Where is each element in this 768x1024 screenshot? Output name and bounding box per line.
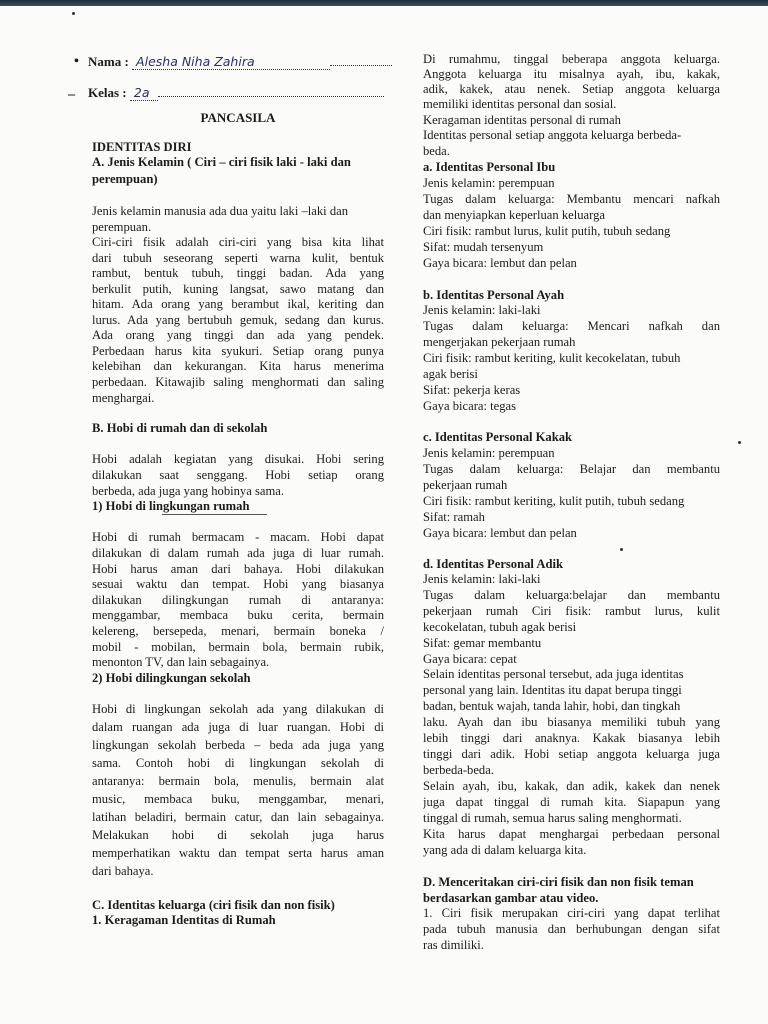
left-text-line: Hobi adalah kegiatan yang disukai. Hobi sering <box>92 452 384 466</box>
left-text-line: dilakukan saat senggang. Hobi setiap orang <box>92 468 384 482</box>
right-text-line: mengerjakan pekerjaan rumah <box>423 335 576 349</box>
left-column <box>92 0 384 1024</box>
left-text-line: memperhatikan waktu dan tempat serta harus aman <box>92 846 384 860</box>
left-text-line: kelereng, bersepeda, menari, bermain boneka / <box>92 624 384 638</box>
left-text-line: dari bahaya. <box>92 864 154 878</box>
page-title: PANCASILA <box>200 110 276 125</box>
left-text-line: perempuan. <box>92 220 152 234</box>
right-text-line: Sifat: gemar membantu <box>423 636 542 650</box>
right-text-line: Gaya bicara: cepat <box>423 652 517 666</box>
left-text-line: Ciri-ciri fisik adalah ciri-ciri yang bisa kita lihat <box>92 235 384 249</box>
kelas-label: Kelas : <box>88 85 127 100</box>
right-text-line: agak berisi <box>423 367 478 381</box>
right-text-line: pekerjaan rumah Ciri fisik: rambut lurus, kulit <box>423 604 720 618</box>
right-text-line: pekerjaan rumah <box>423 478 508 492</box>
right-text-line: Anggota keluarga itu misalnya ayah, ibu, kakak, <box>423 67 720 81</box>
right-text-line: adik, kakek, atau nenek. Setiap anggota keluarga <box>423 82 720 96</box>
right-text-line: Gaya bicara: lembut dan pelan <box>423 526 577 540</box>
left-text-line: sama. Contoh hobi di lingkungan sekolah di <box>92 756 384 770</box>
right-text-line: personal yang lain. Identitas itu dapat berupa tinggi <box>423 683 682 697</box>
right-text-line: Selain ayah, ibu, kakak, dan adik, kakek dan nenek <box>423 779 720 793</box>
left-text-line: Perbedaan harus kita syukuri. Setiap orang punya <box>92 344 384 358</box>
right-text-line: Identitas personal setiap anggota keluarga berbeda- <box>423 128 682 142</box>
name-value: Alesha Niha Zahira <box>132 54 330 70</box>
left-text-line: rambut, bentuk tubuh, tinggi badan. Ada yang <box>92 266 384 280</box>
right-text-line: Ciri fisik: rambut lurus, kulit putih, tubuh sedang <box>423 224 671 238</box>
left-text-line: lingkungan sekolah berbeda – beda ada juga yang <box>92 738 384 752</box>
right-text-line: a. Identitas Personal Ibu <box>423 160 556 174</box>
left-text-line: Hobi harus aman dari bahaya. Hobi dilakukan <box>92 562 384 576</box>
left-text-line: lurus. Ada yang bertubuh gemuk, sedang dan kurus. <box>92 313 384 327</box>
right-text-line: Tugas dalam keluarga:belajar dan membantu <box>423 588 720 602</box>
left-text-line: C. Identitas keluarga (ciri fisik dan non fisik) <box>92 898 335 912</box>
right-text-line: beda. <box>423 144 450 158</box>
scan-speck <box>738 441 741 444</box>
right-text-line: Keragaman identitas personal di rumah <box>423 113 621 127</box>
left-text-line: perbedaan. Kitawajib saling menghormati dan saling <box>92 375 384 389</box>
left-text-line: dari tubuh seseorang seperti warna kulit, bentuk <box>92 251 384 265</box>
left-text-line: music, membaca buku, menggambar, menari, <box>92 792 384 806</box>
left-text-line: Ada orang yang tinggi dan ada yang pendek. <box>92 328 384 342</box>
right-text-line: Jenis kelamin: laki-laki <box>423 303 541 317</box>
scan-speck <box>72 12 75 15</box>
right-text-line: Sifat: pekerja keras <box>423 383 521 397</box>
margin-bullet: • <box>74 54 79 69</box>
right-text-line: c. Identitas Personal Kakak <box>423 430 573 444</box>
left-text-line: Hobi di lingkungan sekolah ada yang dilakukan di <box>92 702 384 716</box>
right-text-line: Kita harus dapat menghargai perbedaan personal <box>423 827 720 841</box>
left-text-line: IDENTITAS DIRI <box>92 140 192 154</box>
right-text-line: b. Identitas Personal Ayah <box>423 288 565 302</box>
left-text-line: Jenis kelamin manusia ada dua yaitu laki –laki dan <box>92 204 349 218</box>
right-text-line: D. Menceritakan ciri-ciri fisik dan non fisik teman <box>423 875 694 889</box>
right-text-line: Gaya bicara: lembut dan pelan <box>423 256 577 270</box>
left-text-line: menggambar, membaca buku cerita, bermain <box>92 608 384 622</box>
right-text-line: Di rumahmu, tinggal beberapa anggota keluarga. <box>423 52 720 66</box>
left-text-line: hitam. Ada orang yang berambut ikal, keriting dan <box>92 297 384 311</box>
left-text-line: A. Jenis Kelamin ( Ciri – ciri fisik laki - laki dan <box>92 155 351 169</box>
right-text-line: Ciri fisik: rambut keriting, kulit kecokelatan, tubuh <box>423 351 681 365</box>
kelas-value: 2a <box>130 85 158 101</box>
left-text-line: dalam ruangan ada juga di luar ruangan. Hobi di <box>92 720 384 734</box>
right-text-line: Jenis kelamin: perempuan <box>423 176 555 190</box>
left-text-line: B. Hobi di rumah dan di sekolah <box>92 421 268 435</box>
right-text-line: kecokelatan, tubuh agak berisi <box>423 620 577 634</box>
right-text-line: Selain identitas personal tersebut, ada juga identitas <box>423 667 684 681</box>
right-text-line: berdasarkan gambar atau video. <box>423 891 599 905</box>
right-text-line: 1. Ciri fisik merupakan ciri-ciri yang dapat terlihat <box>423 906 720 920</box>
left-text-line: mobil - mobilan, bermain bola, bermain rubik, <box>92 640 384 654</box>
right-text-line: pada tubuh manusia dan berhubungan dengan sifat <box>423 922 720 936</box>
right-column <box>423 0 720 1024</box>
right-text-line: berbeda-beda. <box>423 763 494 777</box>
right-text-line: Tugas dalam keluarga: Belajar dan membantu <box>423 462 720 476</box>
right-text-line: yang ada di dalam keluarga kita. <box>423 843 587 857</box>
left-text-line: sesuai waktu dan tempat. Hobi yang biasanya <box>92 577 384 591</box>
underline-mark <box>162 514 267 515</box>
left-text-line: Hobi di rumah bermacam - macam. Hobi dapat <box>92 530 384 544</box>
left-text-line: dilakukan dilingkungan rumah di antaranya: <box>92 593 384 607</box>
right-text-line: tinggi dari adik. Hobi setiap anggota keluarga juga <box>423 747 720 761</box>
right-text-line: Ciri fisik: rambut keriting, kulit putih, tubuh sedang <box>423 494 685 508</box>
left-text-line: dilakukan di dalam rumah ada juga di luar rumah. <box>92 546 384 560</box>
left-text-line: 1) Hobi di lingkungan rumah <box>92 499 250 513</box>
right-text-line: ras dimiliki. <box>423 938 484 952</box>
left-text-line: kelebihan dan kekurangan. Kita harus menerima <box>92 359 384 373</box>
right-text-line: laku. Ayah dan ibu biasanya memiliki tubuh yang <box>423 715 720 729</box>
right-text-line: Tugas dalam keluarga: Membantu mencari nafkah <box>423 192 720 206</box>
right-text-line: dan menyiapkan keperluan keluarga <box>423 208 605 222</box>
right-text-line: badan, bentuk wajah, tanda lahir, hobi, dan tingkah <box>423 699 681 713</box>
right-text-line: memiliki identitas personal dan sosial. <box>423 97 617 111</box>
right-text-line: Jenis kelamin: laki-laki <box>423 572 541 586</box>
right-text-line: lebih tinggi dari anaknya. Kakak biasanya lebih <box>423 731 720 745</box>
left-text-line: menghargai. <box>92 391 155 405</box>
left-text-line: latihan beladiri, bermain catur, dan lain sebagainya. <box>92 810 384 824</box>
name-label: Nama : <box>88 54 129 69</box>
right-text-line: Sifat: ramah <box>423 510 485 524</box>
right-text-line: Tugas dalam keluarga: Mencari nafkah dan <box>423 319 720 333</box>
right-text-line: juga dapat tinggal di rumah kita. Siapapun yang <box>423 795 720 809</box>
left-text-line: antaranya: bermain bola, menulis, bermain alat <box>92 774 384 788</box>
margin-dash: – <box>68 87 75 102</box>
left-text-line: perempuan) <box>92 172 158 186</box>
left-text-line: berkulit putih, kuning langsat, sawo matang dan <box>92 282 384 296</box>
left-text-line: menonton TV, dan lain sebagainya. <box>92 655 270 669</box>
right-text-line: Jenis kelamin: perempuan <box>423 446 555 460</box>
left-text-line: berbeda, ada juga yang hobinya sama. <box>92 484 284 498</box>
right-text-line: d. Identitas Personal Adik <box>423 557 563 571</box>
right-text-line: tinggal di rumah, semua harus saling menghormati. <box>423 811 682 825</box>
right-text-line: Gaya bicara: tegas <box>423 399 517 413</box>
left-text-line: 1. Keragaman Identitas di Rumah <box>92 913 276 927</box>
left-text-line: Melakukan hobi di sekolah juga harus <box>92 828 384 842</box>
left-text-line: 2) Hobi dilingkungan sekolah <box>92 671 251 685</box>
right-text-line: Sifat: mudah tersenyum <box>423 240 544 254</box>
